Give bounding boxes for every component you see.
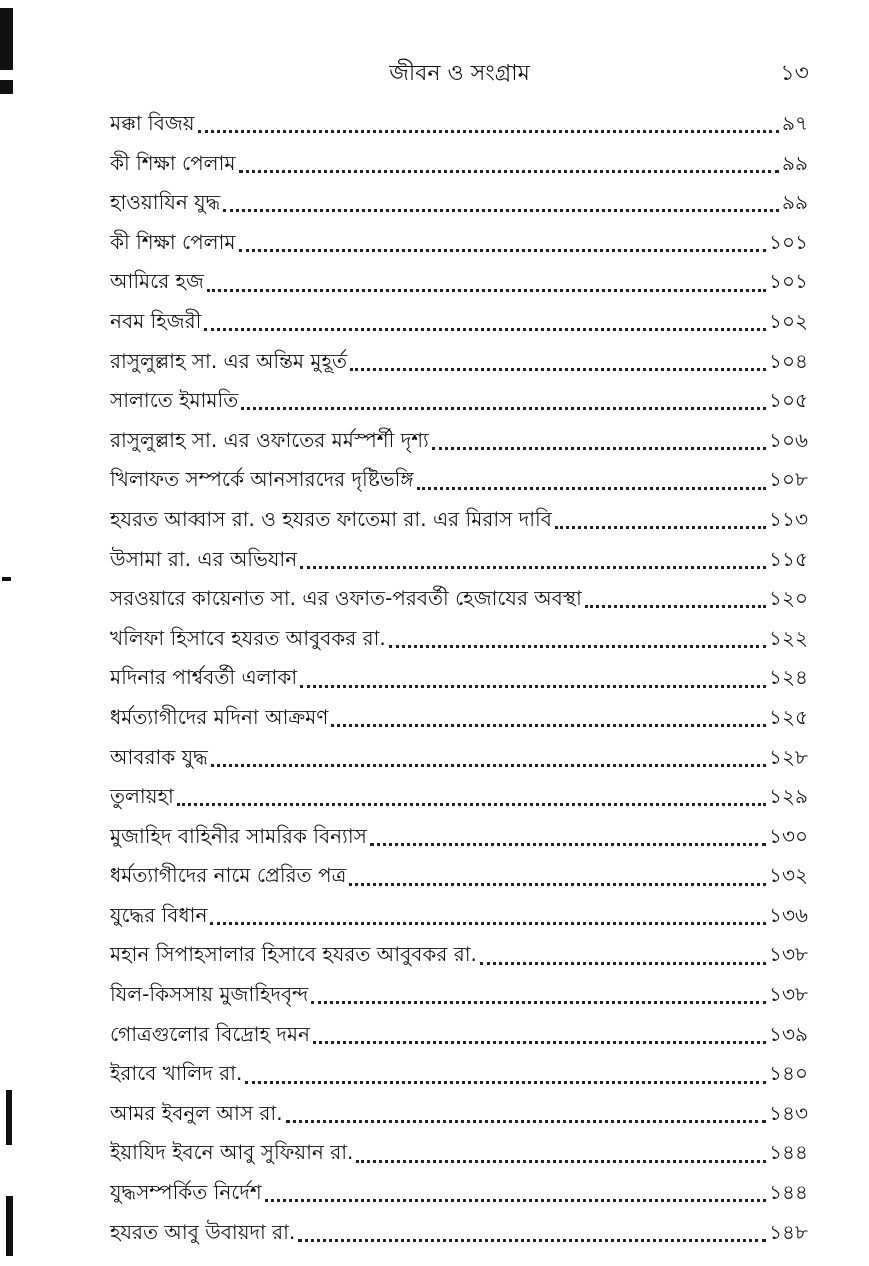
toc-dot-leader	[349, 879, 766, 886]
toc-entry-page: ১২২	[769, 625, 808, 650]
toc-entry-title: সালাতে ইমামতি	[110, 388, 239, 413]
toc-entry-title: আবরাক যুদ্ধ	[110, 744, 208, 769]
toc-entry-title: মহান সিপাহসালার হিসাবে হযরত আবুবকর রা.	[110, 942, 477, 967]
toc-entry	[110, 975, 808, 1015]
toc-entry-title: সরওয়ারে কায়েনাত সা. এর ওফাত-পরবর্তী হেজাযের অবস্থা	[110, 586, 582, 611]
toc-entry	[110, 223, 808, 263]
toc-dot-leader	[370, 839, 766, 846]
toc-entry-title: হযরত আব্বাস রা. ও হযরত ফাতেমা রা. এর মিরাস দাবি	[110, 506, 552, 531]
toc-entry	[110, 500, 808, 540]
toc-entry-title: নবম হিজরী	[110, 308, 202, 333]
toc-entry-page: ১২৪	[769, 665, 808, 690]
toc-entry-title: কী শিক্ষা পেলাম	[110, 150, 236, 175]
toc-dot-leader	[239, 245, 767, 252]
toc-entry-page: ১০১	[769, 229, 808, 254]
toc-entry-title: রাসুলুল্লাহ সা. এর ওফাতের মর্মস্পর্শী দৃশ্য	[110, 427, 429, 452]
toc-dot-leader	[210, 918, 766, 925]
toc-dot-leader	[311, 997, 766, 1004]
toc-entry-page: ১২৫	[769, 704, 808, 729]
toc-entry-page: ৯৯	[782, 150, 808, 175]
toc-dot-leader	[300, 681, 766, 688]
toc-entry-page: ১৪৪	[769, 1180, 808, 1205]
toc-entry-page: ১৪৮	[769, 1219, 808, 1244]
toc-entry-page: ১০৬	[769, 427, 808, 452]
toc-entry-title: খিলাফত সম্পর্কে আনসারদের দৃষ্টিভঙ্গি	[110, 467, 414, 492]
toc-entry-title: আমিরে হজ	[110, 269, 204, 294]
toc-entry	[110, 460, 808, 500]
toc-entry-page: ১৩৯	[769, 1021, 808, 1046]
toc-dot-leader	[207, 285, 766, 292]
toc-dot-leader	[356, 1156, 766, 1163]
toc-dot-leader	[265, 1195, 766, 1202]
page-number: ১৩	[780, 61, 809, 86]
toc-entry-title: মক্কা বিজয়	[110, 111, 195, 135]
toc-entry-title: উসামা রা. এর অভিযান	[110, 546, 298, 571]
table-of-contents	[110, 104, 808, 1252]
scan-edge-mark	[2, 577, 11, 581]
toc-entry	[110, 1133, 808, 1173]
toc-entry	[110, 579, 808, 619]
toc-entry-title: রাসুলুল্লাহ সা. এর অন্তিম মুহূর্ত	[110, 348, 348, 373]
toc-entry-title: কী শিক্ষা পেলাম	[110, 229, 236, 254]
toc-entry-page: ১২৮	[769, 744, 808, 769]
toc-entry-page: ৯৭	[782, 111, 808, 135]
toc-entry-title: হযরত আবু উবায়দা রা.	[110, 1219, 296, 1244]
toc-entry	[110, 1054, 808, 1094]
toc-entry-page: ১১৫	[769, 546, 808, 571]
toc-entry-page: ১০১	[769, 269, 808, 294]
toc-entry-page: ১২৯	[769, 784, 808, 809]
toc-entry	[110, 144, 808, 184]
toc-entry-page: ১৩৬	[769, 902, 808, 927]
scan-edge-mark	[0, 8, 13, 70]
toc-entry	[110, 817, 808, 857]
toc-entry-title: ধর্মত্যাগীদের নামে প্রেরিত পত্র	[110, 863, 347, 888]
toc-entry-title: ধর্মত্যাগীদের মদিনা আক্রমণ	[110, 704, 329, 729]
toc-entry	[110, 381, 808, 421]
toc-entry-title: হাওয়াযিন যুদ্ধ	[110, 190, 221, 215]
toc-entry-page: ১০৪	[769, 348, 808, 373]
toc-entry-title: তুলায়হা	[110, 784, 174, 809]
toc-entry-page: ১৪৩	[769, 1100, 808, 1125]
toc-entry-title: ইয়াযিদ ইবনে আবু সুফিয়ান রা.	[110, 1140, 354, 1165]
toc-entry-title: যিল-কিসসায় মুজাহিদবৃন্দ	[110, 982, 309, 1007]
toc-entry	[110, 1213, 808, 1253]
toc-entry	[110, 658, 808, 698]
toc-entry	[110, 619, 808, 659]
toc-entry	[110, 935, 808, 975]
toc-entry	[110, 342, 808, 382]
scan-edge-mark	[6, 1196, 13, 1256]
toc-entry	[110, 262, 808, 302]
toc-dot-leader	[177, 799, 766, 806]
toc-entry-page: ১১৩	[769, 506, 808, 531]
toc-entry	[110, 1173, 808, 1213]
toc-dot-leader	[198, 126, 780, 133]
toc-entry-page: ১৩৮	[769, 982, 808, 1007]
toc-entry-title: খলিফা হিসাবে হযরত আবুবকর রা.	[110, 625, 386, 650]
toc-entry-page: ১২০	[769, 586, 808, 611]
toc-dot-leader	[555, 522, 766, 529]
toc-entry	[110, 896, 808, 936]
toc-entry-page: ১০২	[769, 308, 808, 333]
toc-entry	[110, 421, 808, 461]
toc-entry	[110, 698, 808, 738]
toc-dot-leader	[223, 205, 779, 212]
toc-entry-page: ১০৫	[769, 388, 808, 413]
toc-dot-leader	[211, 760, 766, 767]
toc-dot-leader	[298, 1235, 766, 1242]
scan-edge-mark	[0, 80, 13, 94]
toc-entry-title: যুদ্ধের বিধান	[110, 902, 208, 927]
toc-dot-leader	[389, 641, 766, 648]
toc-dot-leader	[350, 364, 766, 371]
toc-dot-leader	[245, 1077, 766, 1084]
toc-entry-title: ইরাবে খালিদ রা.	[110, 1061, 243, 1086]
toc-entry	[110, 738, 808, 778]
toc-dot-leader	[286, 1116, 766, 1123]
toc-dot-leader	[313, 1037, 766, 1044]
scan-edge-mark	[6, 1090, 12, 1145]
toc-entry-title: যুদ্ধসম্পর্কিত নির্দেশ	[110, 1180, 262, 1205]
toc-entry-title: গোত্রগুলোর বিদ্রোহ দমন	[110, 1021, 310, 1046]
toc-entry-title: মদিনার পার্শ্ববর্তী এলাকা	[110, 665, 298, 690]
page-header	[110, 54, 809, 94]
toc-dot-leader	[480, 958, 766, 965]
toc-dot-leader	[432, 443, 766, 450]
toc-entry	[110, 1015, 808, 1055]
toc-entry-page: ১৩৮	[769, 942, 808, 967]
toc-entry	[110, 777, 808, 817]
toc-entry-page: ১৩২	[769, 863, 808, 888]
toc-entry	[110, 1094, 808, 1134]
toc-entry-page: ৯৯	[782, 190, 808, 215]
toc-entry-page: ১৪৪	[769, 1140, 808, 1165]
toc-entry-title: আমর ইবনুল আস রা.	[110, 1100, 283, 1125]
toc-dot-leader	[585, 601, 766, 608]
toc-entry	[110, 302, 808, 342]
toc-dot-leader	[204, 324, 766, 331]
toc-entry-title: মুজাহিদ বাহিনীর সামরিক বিন্যাস	[110, 823, 367, 848]
toc-entry-page: ১৩০	[769, 823, 808, 848]
toc-dot-leader	[417, 483, 766, 490]
toc-entry-page: ১৪০	[769, 1061, 808, 1086]
running-title: জীবন ও সংগ্রাম	[389, 61, 530, 86]
toc-entry	[110, 183, 808, 223]
toc-dot-leader	[241, 403, 766, 410]
toc-entry	[110, 856, 808, 896]
toc-entry	[110, 540, 808, 580]
toc-dot-leader	[239, 166, 780, 173]
toc-dot-leader	[331, 720, 766, 727]
toc-entry-page: ১০৮	[769, 467, 808, 492]
toc-entry	[110, 104, 808, 144]
toc-dot-leader	[300, 562, 766, 569]
